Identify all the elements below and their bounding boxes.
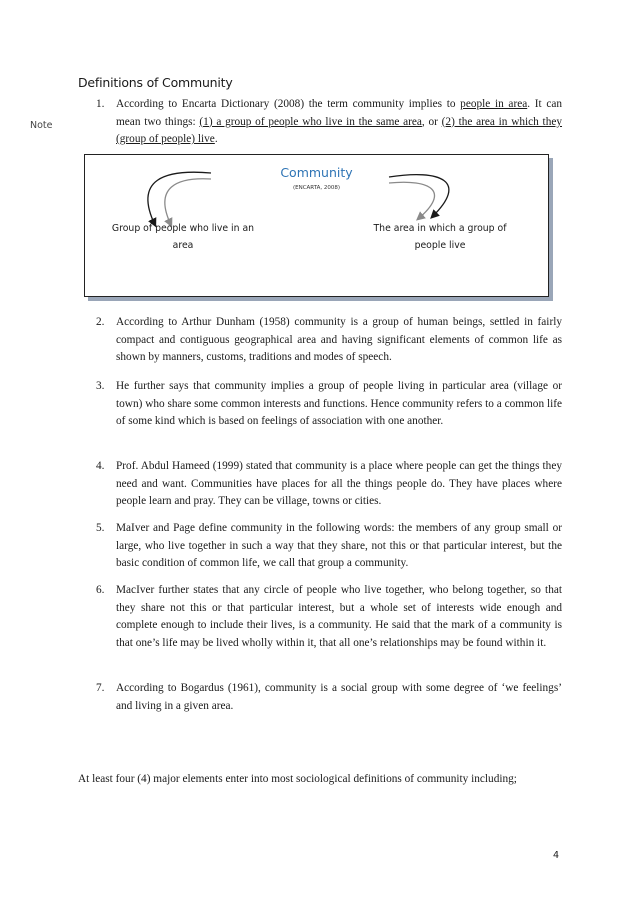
text-segment: . It can mean two things: xyxy=(116,98,562,128)
underlined-phrase: (2) the area in which they (group of people) live xyxy=(116,115,563,146)
left-label: Group of people who live in an area xyxy=(111,223,255,251)
underlined-phrase: (1) a group of people who live in the same area xyxy=(199,115,422,128)
definition-item xyxy=(96,378,562,431)
item-number: 3. xyxy=(96,380,105,392)
diagram-title: Community xyxy=(280,165,353,180)
page-number: 4 xyxy=(553,850,560,861)
item-number: 7. xyxy=(96,682,105,694)
left-arrow-dark xyxy=(148,172,211,225)
item-text: Prof. Abdul Hameed (1999) stated that community is a place where people can get the things they need and want. Communities have places for all the things people do. They have places where people learn and pray. They can be village, towns or cities. xyxy=(116,460,562,508)
definition-item xyxy=(96,314,562,367)
diagram-citation: (ENCARTA, 2008) xyxy=(292,185,341,191)
item-text: He further says that community implies a group of people living in particular area (village or town) who share some common interests and functions. Hence community refers to a common life of some kind which is based on feelings of association with one another. xyxy=(116,380,562,428)
item-text xyxy=(116,96,562,149)
item-number: 6. xyxy=(96,584,105,596)
closing-paragraph: At least four (4) major elements enter into most sociological definitions of community including; xyxy=(78,773,517,785)
text-segment: . xyxy=(214,133,218,146)
item-number: 5. xyxy=(96,522,105,534)
definition-item xyxy=(96,520,562,573)
text-segment: According to Encarta Dictionary (2008) the term community implies to xyxy=(116,98,461,110)
item-number: 1. xyxy=(96,98,105,110)
item-number: 4. xyxy=(96,460,105,472)
definition-item xyxy=(96,582,562,652)
item-text: According to Bogardus (1961), community is a social group with some degree of ‘we feelings’ and living in a given area. xyxy=(116,682,562,712)
underlined-phrase: people in area xyxy=(460,98,528,110)
definition-item xyxy=(96,458,562,511)
item-text: According to Arthur Dunham (1958) community is a group of human beings, settled in fairly compact and contiguous geographical area and having significant elements of common life as shown by manners, customs, traditions and modes of speech. xyxy=(116,316,562,364)
definition-item xyxy=(96,680,562,715)
item-number: 2. xyxy=(96,316,105,328)
section-heading: Definitions of Community xyxy=(78,75,233,90)
definition-item xyxy=(96,96,562,149)
right-label: The area in which a group of people live xyxy=(373,223,507,251)
community-diagram xyxy=(84,154,549,297)
item-text: MaIver and Page define community in the following words: the members of any group small or large, who live together in such a way that they share, not this or that particular interest, but the basic condition of common life, we call that group a community. xyxy=(116,522,562,570)
item-text: MacIver further states that any circle of people who live together, who belong together, so that they share not this or that particular interest, but a whole set of interests wide enough and complete enough to include their lives, is a community. He said that the mark of a community is that one’s life may be lived wholly within it, that all one’s relationships may be found within it. xyxy=(116,584,562,649)
margin-note: Note xyxy=(30,120,53,131)
text-segment: , or xyxy=(421,115,442,128)
right-arrow-dark xyxy=(389,175,449,217)
